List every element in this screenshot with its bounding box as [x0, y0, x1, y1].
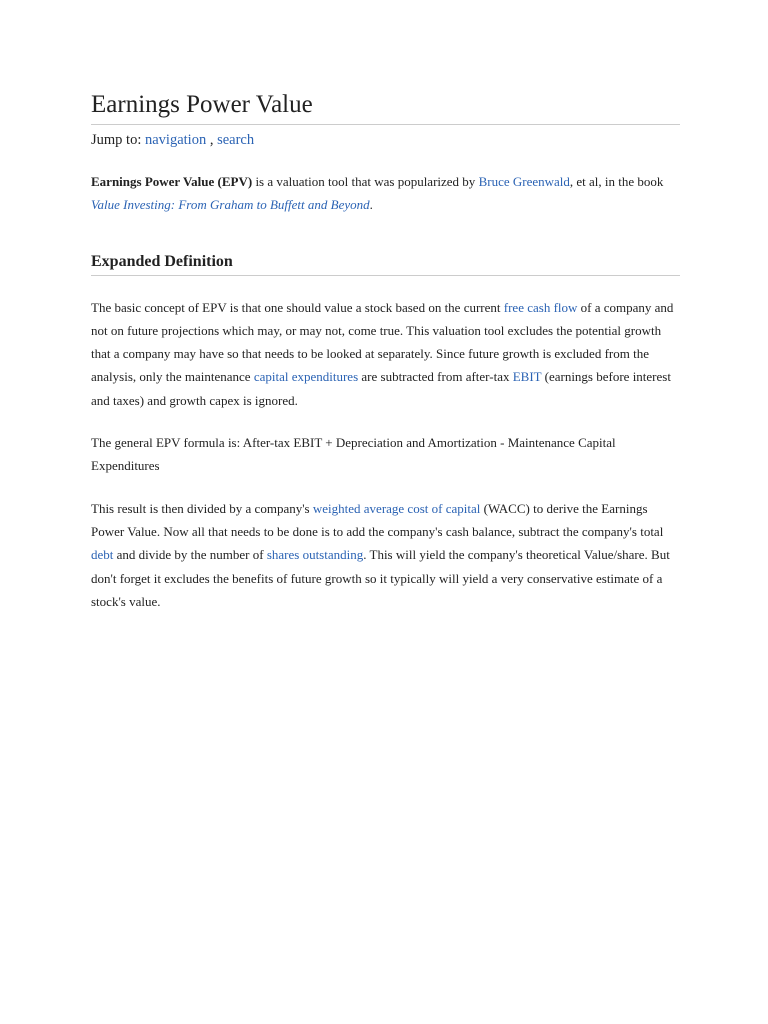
section-heading-expanded-definition: Expanded Definition	[91, 251, 680, 276]
jump-separator: ,	[206, 132, 218, 148]
para3-text-4: . This will yield the company's theoretical Value/share. But don't forget it excludes the benefits of future growth so it typically will yield a very conservative estimate of a stock's value.	[91, 547, 670, 609]
para1-text-4: (earnings before interest and taxes) and growth capex is ignored.	[91, 369, 671, 408]
ebit-link[interactable]: EBIT	[512, 369, 542, 385]
para2-text-1: The general EPV formula is: After-tax EBIT + Depreciation and Amortization - Maintenance Capital Expenditures	[91, 435, 616, 474]
intro-text-1: is a valuation tool that was popularized by	[252, 174, 479, 189]
jump-to-label: Jump to:	[91, 132, 145, 148]
paragraph-wacc	[91, 497, 680, 613]
intro-text-2: , et al, in the book	[569, 174, 664, 189]
shares-outstanding-link[interactable]: shares outstanding	[266, 547, 364, 563]
intro-text-3: .	[369, 197, 373, 213]
paragraph-formula	[91, 431, 680, 478]
para3-text-1: This result is then divided by a company's	[91, 500, 313, 516]
para1-text-2: of a company and not on future projections which may, or may not, come true. This valuation tool excludes the potential growth that a company may have so that needs to be looked at separately. Since future growth is excluded from the analysis, only the maintenance	[91, 299, 674, 385]
para3-text-2: (WACC) to derive the Earnings Power Value. Now all that needs to be done is to add the company's cash balance, subtract the company's total	[91, 500, 664, 539]
intro-paragraph	[91, 170, 680, 217]
para3-text-3: and divide by the number of	[113, 547, 267, 563]
jump-to-bar	[91, 130, 680, 150]
intro-term: Earnings Power Value (EPV)	[91, 174, 253, 189]
capital-expenditures-link[interactable]: capital expenditures	[253, 369, 359, 385]
book-link[interactable]	[91, 197, 370, 212]
free-cash-flow-link[interactable]: free cash flow	[503, 299, 578, 315]
paragraph-basic-concept	[91, 296, 680, 412]
book-title: Value Investing: From Graham to Buffett and Beyond	[91, 197, 370, 213]
navigation-link[interactable]: navigation	[144, 132, 207, 148]
para1-text-1: The basic concept of EPV is that one should value a stock based on the current	[91, 299, 504, 315]
page-title: Earnings Power Value	[91, 88, 680, 125]
wacc-link[interactable]: weighted average cost of capital	[312, 500, 481, 516]
search-link[interactable]: search	[217, 132, 255, 148]
bruce-greenwald-link[interactable]: Bruce Greenwald	[478, 174, 570, 189]
para1-text-3: are subtracted from after-tax	[358, 369, 513, 385]
article	[91, 88, 680, 613]
debt-link[interactable]: debt	[91, 547, 114, 563]
